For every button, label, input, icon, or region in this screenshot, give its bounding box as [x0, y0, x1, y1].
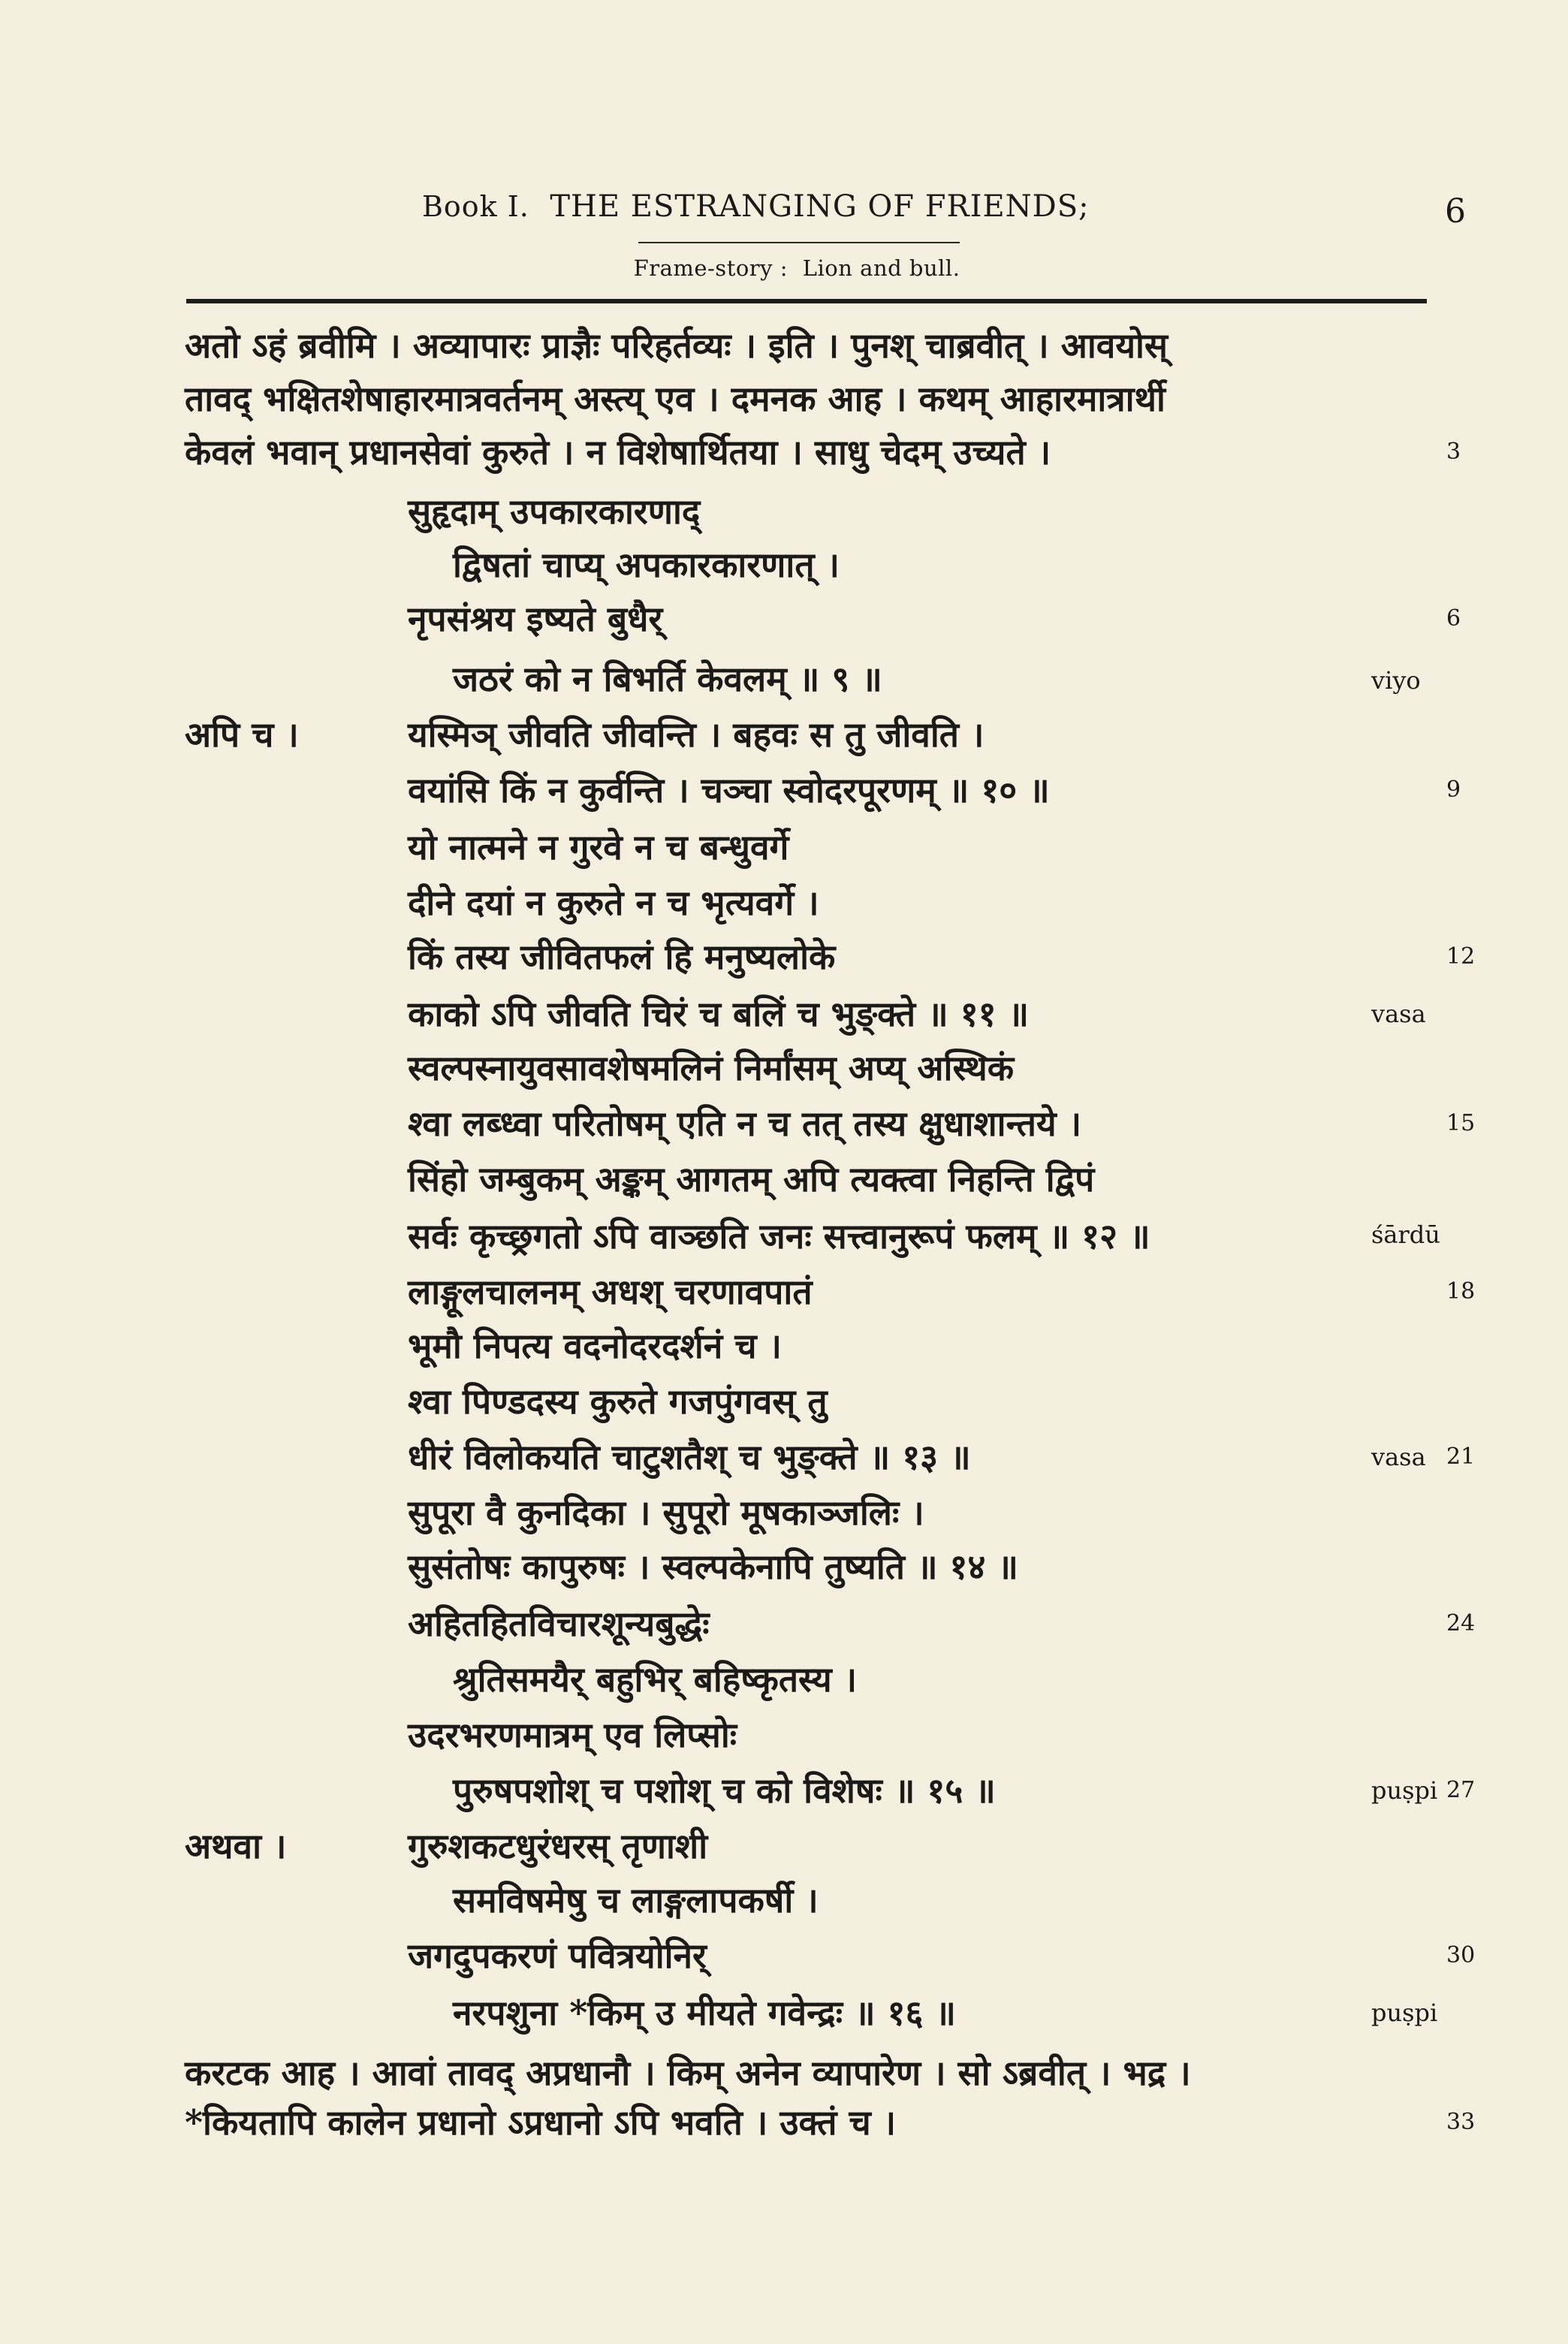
verse-line: लाङ्गूलचालनम् अधश् चरणावपातं — [408, 1272, 813, 1312]
meter-label: vasa — [1371, 1443, 1426, 1471]
verse-line: अहितहितविचारशून्यबुद्धेः — [408, 1603, 710, 1644]
subheading — [0, 255, 1568, 281]
meter-label: puṣpi — [1371, 1776, 1438, 1805]
prose-line: तावद् भक्षितशेषाहारमात्रवर्तनम् अस्त्य् एव । दमनक आह । कथम् आहारमात्रार्थी — [185, 379, 1165, 419]
running-title: THE ESTRANGING OF FRIENDS; — [550, 189, 1090, 224]
verse-line: समविषमेषु च लाङ्गलापकर्षी । — [453, 1880, 819, 1920]
meter-label: viyo — [1371, 666, 1421, 695]
verse-line: जठरं को न बिभर्ति केवलम् ॥ ९ ॥ — [453, 659, 882, 699]
meter-label: puṣpi — [1371, 1999, 1438, 2027]
prose-line: *कियतापि कालेन प्रधानो ऽप्रधानो ऽपि भवति । उक्तं च । — [185, 2102, 897, 2143]
header-short-rule — [638, 242, 960, 243]
verse-line: पुरुषपशोश् च पशोश् च को विशेषः ॥ १५ ॥ — [453, 1770, 996, 1811]
page-number: 6 — [1445, 192, 1466, 231]
verse-line: द्विषतां चाप्य् अपकारकारणात् । — [453, 545, 840, 585]
verse-line: जगदुपकरणं पवित्रयोनिर् — [408, 1935, 707, 1976]
line-number: 24 — [1446, 1610, 1476, 1637]
line-number: 12 — [1446, 943, 1476, 970]
margin-label-athava: अथवा । — [185, 1826, 287, 1866]
subheading-label: Frame-story : — [633, 255, 789, 281]
margin-label-api-ca: अपि च । — [185, 714, 299, 755]
line-number: 9 — [1446, 777, 1461, 803]
verse-line: श्वा लब्ध्वा परितोषम् एति न च तत् तस्य क्षुधाशान्तये । — [408, 1103, 1082, 1144]
verse-line: काको ऽपि जीवति चिरं च बलिं च भुङ्क्ते ॥ ११ ॥ — [408, 994, 1030, 1034]
verse-line: धीरं विलोकयति चाटुशतैश् च भुङ्क्ते ॥ १३ ॥ — [408, 1437, 971, 1477]
verse-line: गुरुशकटधुरंधरस् तृणाशी — [408, 1826, 708, 1866]
verse-line: सुहृदाम् उपकारकारणाद् — [408, 491, 701, 532]
verse-line: सुपूरा वै कुनदिका । सुपूरो मूषकाञ्जलिः । — [408, 1492, 924, 1533]
verse-line: सुसंतोषः कापुरुषः । स्वल्पकेनापि तुष्यति ॥ १४ ॥ — [408, 1546, 1018, 1587]
line-number: 21 — [1446, 1444, 1476, 1470]
running-head — [422, 189, 1090, 224]
verse-line: सर्वः कृच्छ्रगतो ऽपि वाञ्छति जनः सत्त्वानुरूपं फलम् ॥ १२ ॥ — [408, 1216, 1150, 1256]
prose-line: अतो ऽहं ब्रवीमि । अव्यापारः प्राज्ञैः परिहर्तव्यः । इति । पुनश् चाब्रवीत् । आवयोस् — [185, 325, 1168, 366]
verse-line: वयांसि किं न कुर्वन्ति । चञ्चा स्वोदरपूरणम् ॥ १० ॥ — [408, 770, 1050, 810]
verse-line: श्वा पिण्डदस्य कुरुते गजपुंगवस् तु — [408, 1381, 828, 1422]
verse-line: भूमौ निपत्य वदनोदरदर्शनं च । — [408, 1326, 782, 1366]
subheading-text: Lion and bull. — [802, 255, 960, 281]
prose-line: करटक आह । आवां तावद् अप्रधानौ । किम् अनेन व्यापारेण । सो ऽब्रवीत् । भद्र । — [185, 2053, 1191, 2093]
prose-line: केवलं भवान् प्रधानसेवां कुरुते । न विशेषार्थितया । साधु चेदम् उच्यते । — [185, 432, 1051, 472]
line-number: 27 — [1446, 1777, 1476, 1803]
verse-line: उदरभरणमात्रम् एव लिप्सोः — [408, 1715, 737, 1755]
verse-line: श्रुतिसमयैर् बहुभिर् बहिष्कृतस्य । — [453, 1659, 858, 1700]
verse-line: दीने दयां न कुरुते न च भृत्यवर्गे । — [408, 882, 819, 923]
meter-label: vasa — [1371, 1000, 1426, 1028]
verse-line: यस्मिञ् जीवति जीवन्ति । बहवः स तु जीवति । — [408, 714, 985, 755]
line-number: 30 — [1446, 1942, 1476, 1968]
verse-line: स्वल्पस्नायुवसावशेषमलिनं निर्मांसम् अप्य् अस्थिकं — [408, 1048, 1015, 1088]
line-number: 33 — [1446, 2109, 1476, 2135]
header-thick-rule — [186, 299, 1427, 303]
book-label: Book I. — [422, 190, 529, 223]
verse-line: सिंहो जम्बुकम् अङ्कम् आगतम् अपि त्यक्त्वा निहन्ति द्विपं — [408, 1159, 1095, 1199]
verse-line: नृपसंश्रय इष्यते बुधैर् — [408, 599, 663, 639]
verse-line: यो नात्मने न गुरवे न च बन्धुवर्गे — [408, 827, 789, 867]
line-number: 18 — [1446, 1278, 1476, 1305]
verse-line: नरपशुना *किम् उ मीयते गवेन्द्रः ॥ १६ ॥ — [453, 1993, 956, 2033]
line-number: 6 — [1446, 605, 1461, 632]
line-number: 3 — [1446, 439, 1461, 465]
line-number: 15 — [1446, 1110, 1476, 1136]
verse-line: किं तस्य जीवितफलं हि मनुष्यलोके — [408, 937, 836, 977]
meter-label: śārdū — [1371, 1220, 1440, 1249]
